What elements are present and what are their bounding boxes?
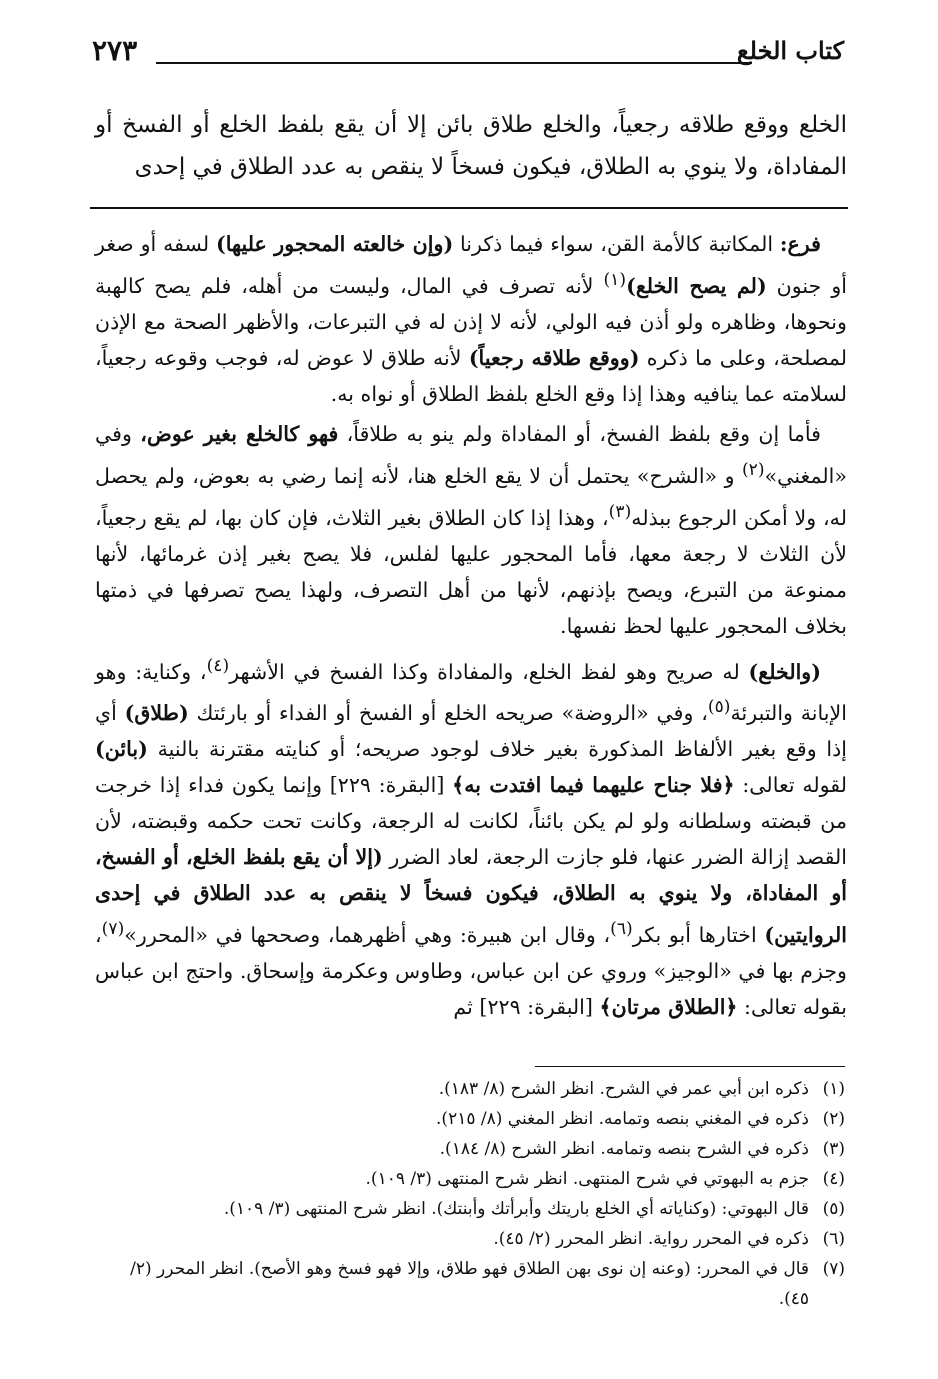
footnote	[110, 1224, 845, 1254]
footnote-separator	[535, 1066, 845, 1067]
matn-quote: (وإن خالعته المحجور عليها)	[215, 232, 454, 256]
matn-quote: فهو كالخلع بغير عوض،	[140, 421, 339, 446]
footnote-text: جزم به البهوتي في شرح المنتهى. انظر شرح المنتهى (٣/ ١٠٩).	[365, 1169, 809, 1189]
footnote-number: (٥)	[822, 1199, 845, 1219]
matn-quote: (طلاق)	[124, 701, 189, 726]
footnote-ref: (٣)	[608, 501, 632, 522]
footnote	[110, 1254, 845, 1314]
commentary-paragraph: فأما إن وقع بلفظ الفسخ، أو المفاداة ولم ينو به طلاقاً، فهو كالخلع بغير عوض، وفي «المغني»$^{(٢)}$ و «الشرح» يحتمل أن لا يقع الخلع هنا، لأنه إنما رضي به بعوض، ولم يحصل له، ولا أمكن الرجوع ببذله$^{(٣)}$، وهذا إذا كان الطلاق بغير الثلاث، فإن كان بها، لم يقع رجعياً، لأن الثلاث لا رجعة معها، فأما المحجور عليها لفلس، فلا يصح بغير إذن غرمائها، لأنها ممنوعة من التبرع، ويصح بإذنهم، لأنها من أهل التصرف، ولهذا يصح تصرفها في ذمتها بخلاف المحجور عليها لحظ نفسها.	[95, 421, 847, 638]
footnote-text: ذكره ابن أبي عمر في الشرح. انظر الشرح (٨/ ١٨٣).	[438, 1079, 809, 1099]
footnote-ref: (٤)	[206, 655, 230, 676]
commentary-paragraph: فرع: المكاتبة كالأمة القن، سواء فيما ذكرنا (وإن خالعته المحجور عليها) لسفه أو صغر أو جنون (لم يصح الخلع)$^{(١)}$ لأنه تصرف في المال، وليست من أهله، فلم يصح كالهبة ونحوها، وظاهره ولو أذن فيه الولي، لأنه لا إذن له في التبرعات، والأظهر الصحة مع الإذن لمصلحة، وعلى ما ذكره (ووقع طلاقه رجعياً) لأنه طلاق لا عوض له، فوجب وقوعه رجعياً، لسلامته عما ينافيه وهذا إذا وقع الخلع بلفظ الطلاق أو نواه به.	[95, 232, 848, 406]
footnote	[110, 1104, 845, 1134]
footnote-ref: (٧)	[101, 919, 125, 940]
commentary-paragraph: (والخلع) له صريح وهو لفظ الخلع، والمفاداة وكذا الفسخ في الأشهر$^{(٤)}$، وكناية: وهو الإبانة والتبرئة$^{(٥)}$، وفي «الروضة» صريحه الخلع أو الفسخ أو الفداء أو بارئتك (طلاق) أي إذا وقع بغير الألفاظ المذكورة بغير خلاف لوجود صريحه؛ أو كنايته مقترنة بالنية (بائن) لقوله تعالى: ﴿فلا جناح عليهما فيما افتدت به﴾ [البقرة: ٢٢٩] وإنما يكون فداء إذا خرجت من قبضته وسلطانه ولو لم يكن بائناً، لكانت له الرجعة، وكانت تحت حكمه وقبضته، لأن القصد إزالة الضرر عنها، فلو جازت الرجعة، لعاد الضرر (إلا أن يقع بلفظ الخلع، أو الفسخ، أو المفاداة، ولا ينوي به الطلاق، فيكون فسخاً لا ينقص به عدد الطلاق في إحدى الروايتين) اختارها أبو بكر$^{(٦)}$، وقال ابن هبيرة: وهي أظهرهما، وصححها في «المحرر»$^{(٧)}$، وجزم بها في «الوجيز» وروي عن ابن عباس، وطاوس وعكرمة وإسحاق. واحتج ابن عباس بقوله تعالى: ﴿الطلاق مرتان﴾ [البقرة: ٢٢٩] ثم	[95, 655, 848, 1020]
footnote	[110, 1074, 845, 1104]
footnote-ref: (٦)	[610, 919, 633, 940]
chapter-title: كتاب الخلع	[736, 36, 844, 65]
matn-quote: (والخلع)	[748, 659, 822, 684]
footnote-number: (٢)	[822, 1109, 845, 1129]
footnote-text: قال البهوتي: (وكناياته أي الخلع باريتك وأبرأتك وأبنتك). انظر شرح المنتهى (٣/ ١٠٩).	[223, 1199, 809, 1219]
footnote-ref: (٥)	[707, 697, 731, 718]
footnote-text: ذكره في المغني بنصه وتمامه. انظر المغني (٨/ ٢١٥).	[436, 1109, 809, 1129]
footnote	[110, 1164, 845, 1194]
matn-text: الخلع ووقع طلاقه رجعياً، والخلع طلاق بائن إلا أن يقع بلفظ الخلع أو الفسخ أو المفاداة، ولا ينوي به الطلاق، فيكون فسخاً لا ينقص به عدد الطلاق في إحدى	[95, 112, 847, 180]
footnote-text: ذكره في المحرر رواية. انظر المحرر (٢/ ٤٥).	[493, 1229, 809, 1249]
matn-quote: (إلا أن يقع بلفظ الخلع، أو الفسخ، أو المفاداة، ولا ينوي به الطلاق، فيكون فسخاً لا ينقص به عدد الطلاق في إحدى الروايتين)	[95, 845, 847, 948]
footnote-text: ذكره في الشرح بنصه وتمامه. انظر الشرح (٨/ ١٨٤).	[439, 1139, 809, 1159]
footnotes	[110, 1074, 845, 1314]
page-number: ٢٧٣	[92, 34, 138, 67]
footnote-number: (١)	[822, 1079, 845, 1099]
branch-label: فرع:	[779, 232, 821, 256]
footnote	[110, 1194, 845, 1224]
footnote	[110, 1134, 845, 1164]
quran-quote: ﴿الطلاق مرتان﴾	[599, 995, 738, 1020]
footnote-ref: (٢)	[741, 459, 765, 480]
matn-quote: (ووقع طلاقه رجعياً)	[468, 345, 640, 370]
footnote-number: (٤)	[822, 1169, 845, 1189]
matn-separator	[90, 207, 848, 209]
footnote-number: (٧)	[822, 1259, 845, 1279]
page-header	[92, 34, 844, 78]
matn-quote: (بائن)	[95, 737, 148, 762]
quran-quote: ﴿فلا جناح عليهما فيما افتدت به﴾	[452, 773, 735, 798]
footnote-text: قال في المحرر: (وعنه إن نوى بهن الطلاق فهو طلاق، وإلا فهو فسخ وهو الأصح). انظر المحرر (٢/ ٤٥).	[130, 1259, 809, 1309]
header-rule	[156, 62, 752, 64]
matn-quote: (لم يصح الخلع)	[626, 273, 767, 298]
footnote-ref: (١)	[603, 270, 627, 290]
footnote-number: (٣)	[822, 1139, 845, 1159]
commentary	[95, 226, 847, 1025]
footnote-number: (٦)	[822, 1229, 845, 1249]
